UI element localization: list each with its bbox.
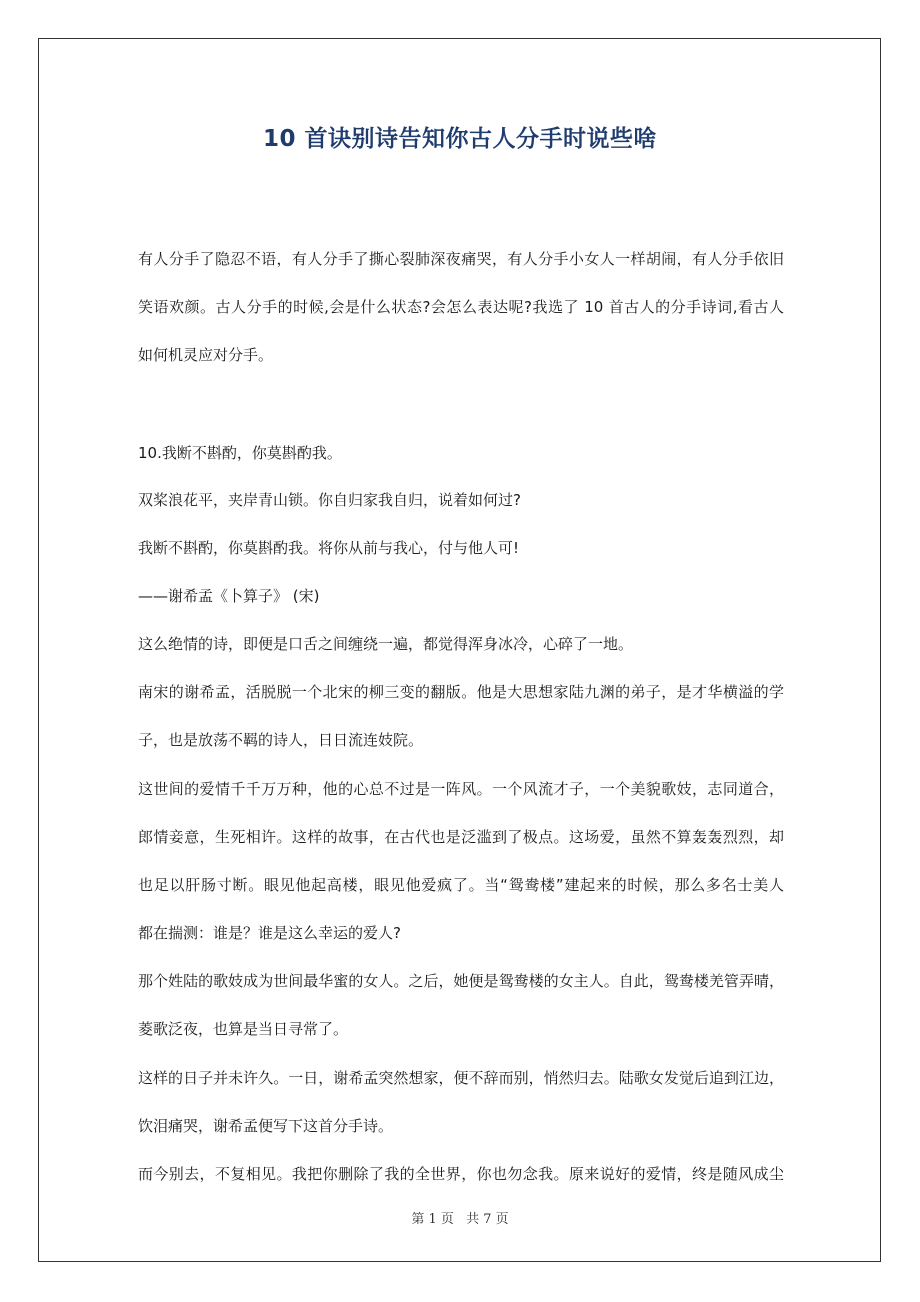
paragraph-line: 这样的日子并未许久。一日，谢希孟突然想家，便不辞而别，悄然归去。陆歌女发觉后追到江边， — [138, 1069, 784, 1087]
paragraph-line: 南宋的谢希孟，活脱脱一个北宋的柳三变的翻版。他是大思想家陆九渊的弟子，是才华横溢的学 — [138, 683, 784, 701]
paragraph-line: 郎情妾意，生死相许。这样的故事，在古代也是泛滥到了极点。这场爱，虽然不算轰轰烈烈，却 — [138, 828, 784, 846]
poem-line: 我断不斟酌，你莫斟酌我。将你从前与我心，付与他人可! — [138, 539, 520, 557]
paragraph-line: 饮泪痛哭，谢希孟便写下这首分手诗。 — [138, 1117, 394, 1135]
poem-heading: 10.我断不斟酌，你莫斟酌我。 — [138, 444, 342, 462]
poem-attribution: ——谢希孟《卜算子》 (宋) — [138, 587, 320, 605]
paragraph-line: 这世间的爱情千千万万种，他的心总不过是一阵风。一个风流才子，一个美貌歌妓，志同道合， — [138, 780, 784, 798]
paragraph-line: 这么绝情的诗，即便是口舌之间缠绕一遍，都觉得浑身冰冷，心碎了一地。 — [138, 635, 634, 653]
poem-line: 双桨浪花平，夹岸青山锁。你自归家我自归，说着如何过? — [138, 491, 521, 509]
paragraph-line: 笑语欢颜。古人分手的时候,会是什么状态?会怎么表达呢?我选了 10 首古人的分手诗词,看古人 — [138, 298, 784, 316]
paragraph-line: 如何机灵应对分手。 — [138, 346, 274, 364]
page-number: 第 1 页 — [411, 1212, 454, 1227]
paragraph-line: 子，也是放荡不羁的诗人，日日流连妓院。 — [138, 731, 424, 749]
paragraph-line: 菱歌泛夜，也算是当日寻常了。 — [138, 1020, 349, 1038]
paragraph-line: 而今别去，不复相见。我把你删除了我的全世界，你也勿念我。原来说好的爱情，终是随风成尘 — [138, 1165, 784, 1183]
paragraph-line: 有人分手了隐忍不语，有人分手了撕心裂肺深夜痛哭，有人分手小女人一样胡闹，有人分手依旧 — [138, 250, 784, 268]
document-title: 10 首诀别诗告知你古人分手时说些啥 — [262, 126, 657, 152]
page-total: 共 7 页 — [466, 1212, 509, 1227]
paragraph-line: 也足以肝肠寸断。眼见他起高楼，眼见他爱疯了。当“鸳鸯楼”建起来的时候，那么多名士美人 — [138, 876, 784, 894]
paragraph-line: 都在揣测：谁是？谁是这么幸运的爱人? — [138, 924, 401, 942]
page-footer — [0, 1208, 920, 1227]
paragraph-line: 那个姓陆的歌妓成为世间最华蜜的女人。之后，她便是鸳鸯楼的女主人。自此，鸳鸯楼羌管弄晴， — [138, 972, 784, 990]
